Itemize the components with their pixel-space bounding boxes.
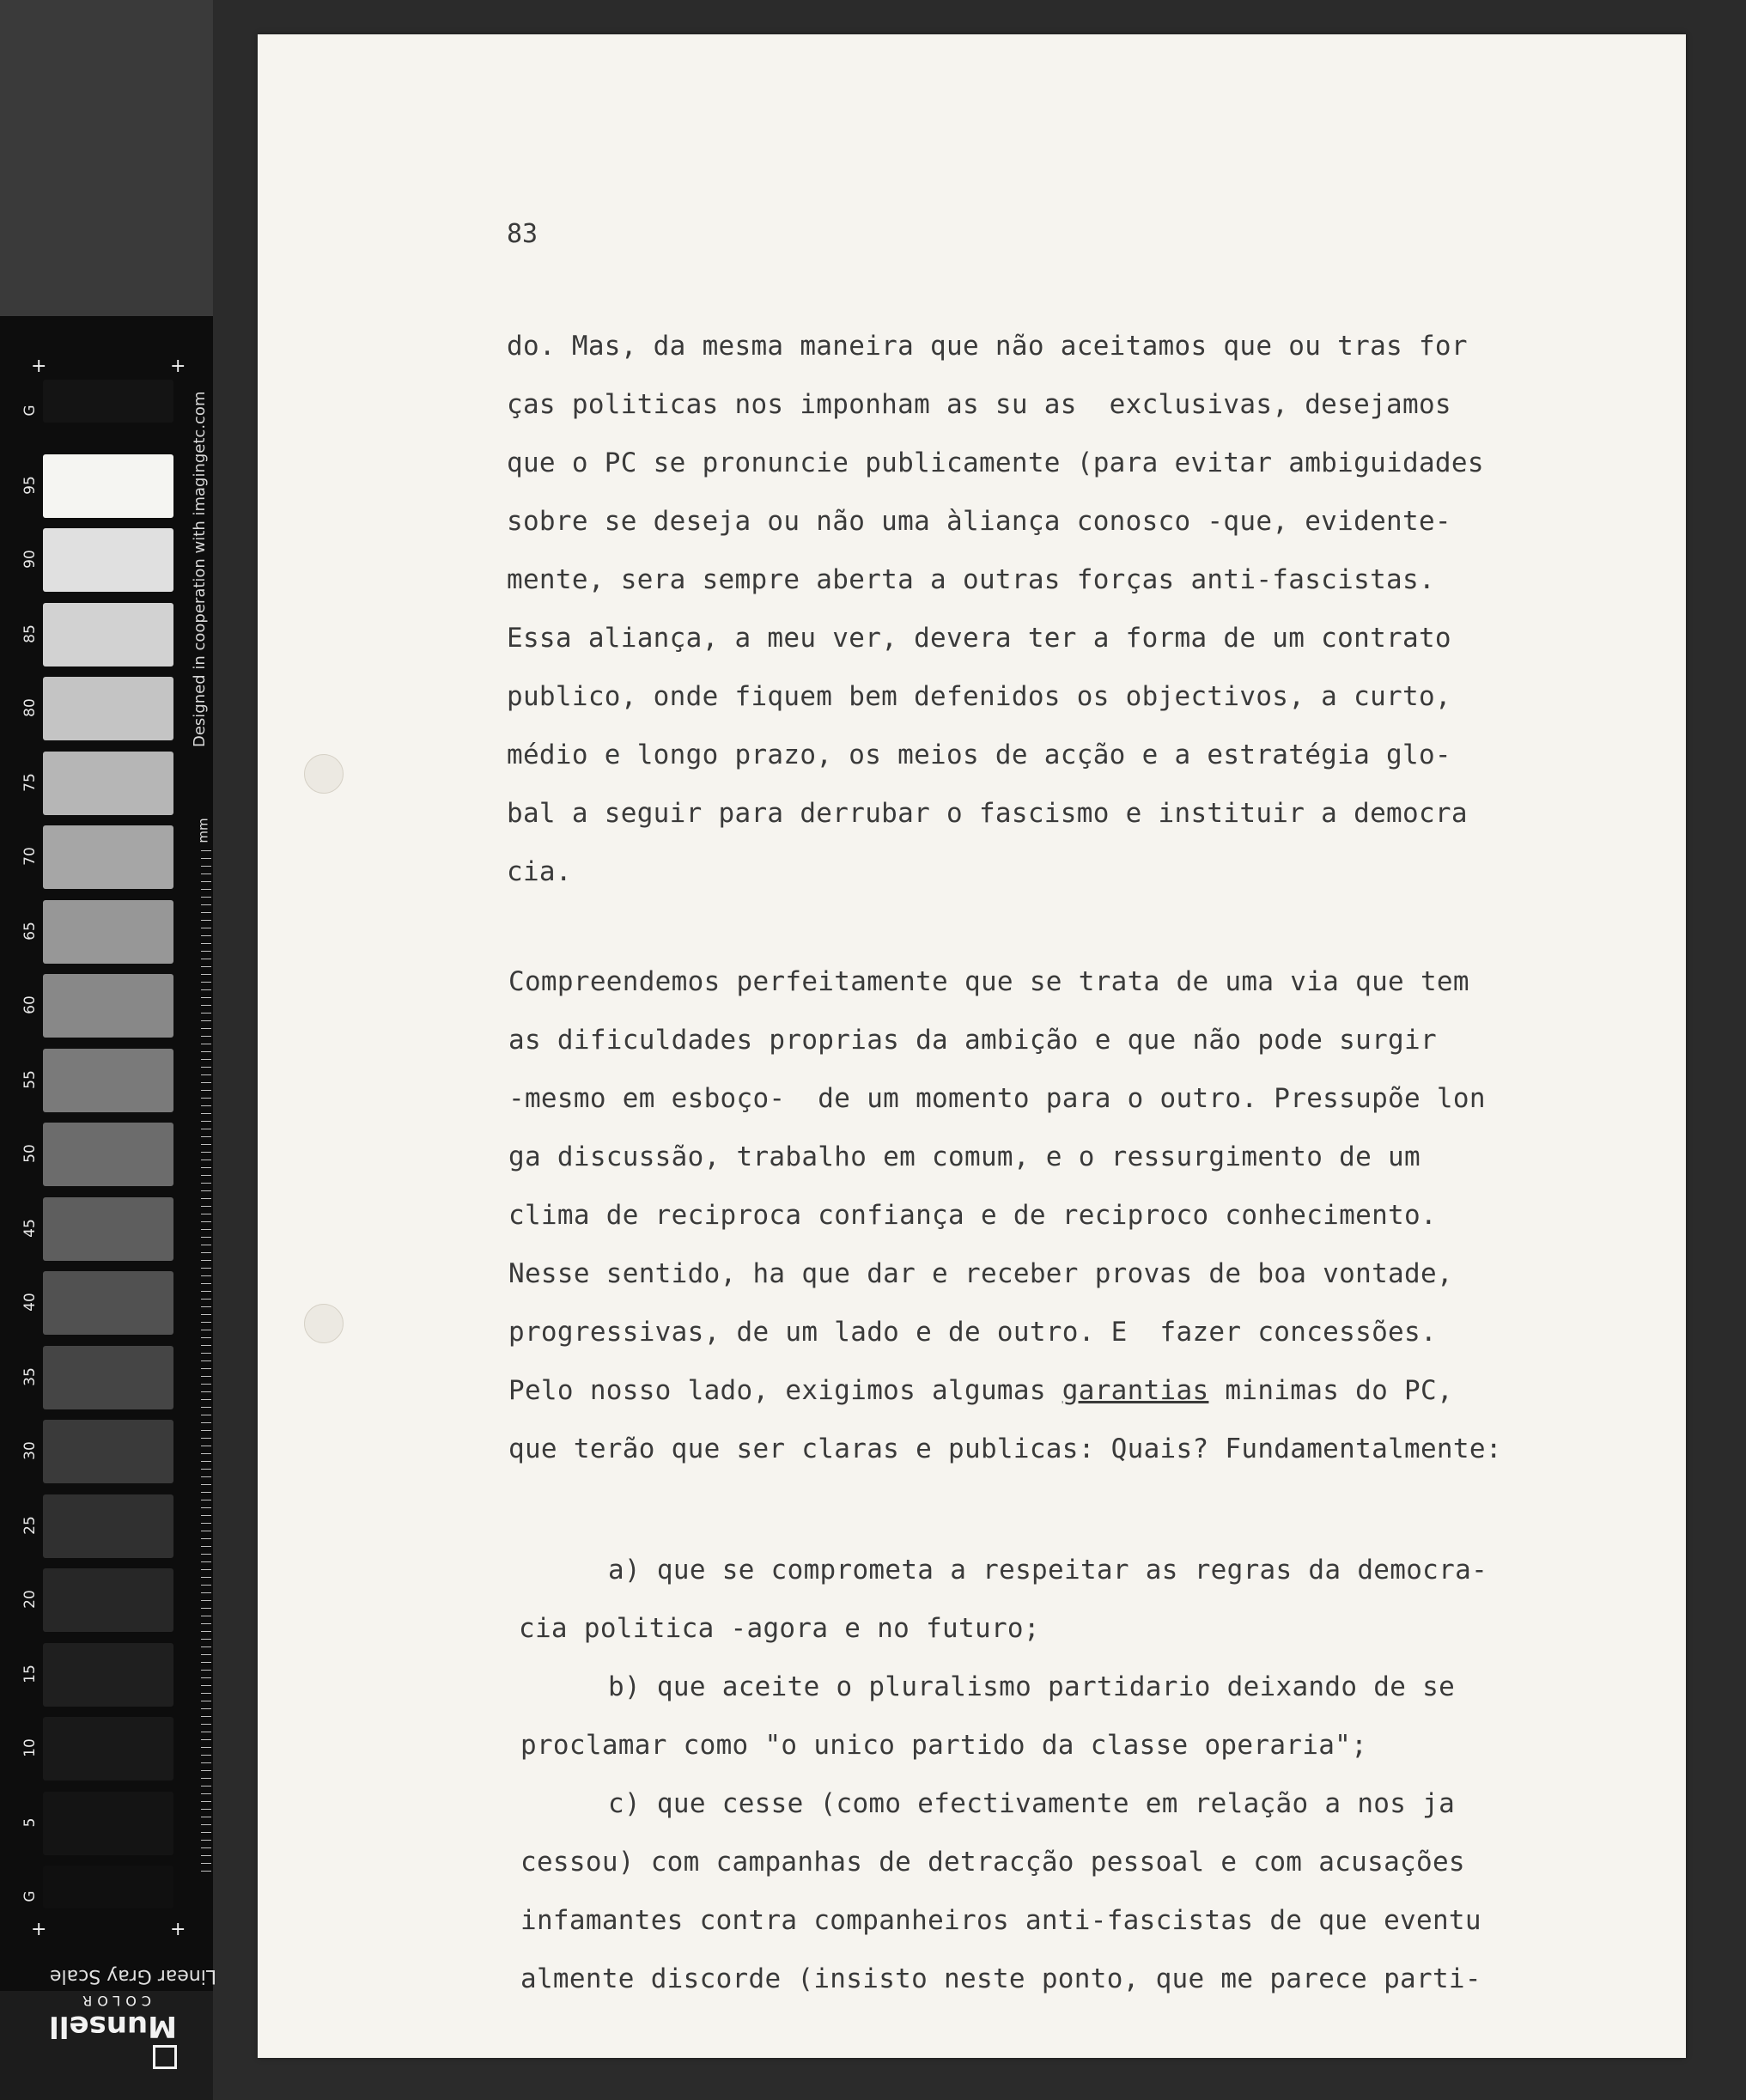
text-line: Pelo nosso lado, exigimos algumas garantias minimas do PC,	[508, 1375, 1453, 1406]
gray-patch	[43, 528, 173, 592]
text-line: proclamar como "o unico partido da classe operaria";	[520, 1730, 1368, 1761]
patch-number: 15	[21, 1664, 39, 1683]
text-line: -mesmo em esboço- de um momento para o outro. Pressupõe lon	[508, 1083, 1486, 1114]
text-line: ga discussão, trabalho em comum, e o ressurgimento de um	[508, 1141, 1421, 1172]
gray-patch	[43, 752, 173, 815]
mm-ruler	[201, 850, 211, 1872]
patch-number: 20	[21, 1590, 39, 1609]
patch-number: 85	[21, 624, 39, 643]
text-line: Nesse sentido, ha que dar e receber provas de boa vontade,	[508, 1258, 1453, 1289]
patch-number: 60	[21, 995, 39, 1014]
patch-number: 95	[21, 475, 39, 495]
gray-patch	[43, 825, 173, 889]
gray-patch	[43, 677, 173, 740]
gray-patch	[43, 1568, 173, 1632]
patch-number: G	[21, 405, 39, 417]
punch-hole	[304, 1304, 344, 1343]
text-line: almente discorde (insisto neste ponto, que me parece parti-	[520, 1963, 1481, 1994]
text-line: c) que cesse (como efectivamente em relação a nos ja	[608, 1788, 1456, 1819]
registration-mark-icon: +	[170, 1919, 186, 1940]
gray-patch	[43, 1717, 173, 1780]
patch-number: 30	[21, 1441, 39, 1460]
document-page	[258, 34, 1686, 2058]
text-line: que o PC se pronuncie publicamente (para evitar ambiguidades	[507, 447, 1484, 478]
text-line: médio e longo prazo, os meios de acção e a estratégia glo-	[507, 740, 1451, 770]
munsell-logo	[48, 1993, 177, 2069]
gray-patch	[43, 1346, 173, 1409]
text-line: cia.	[507, 856, 572, 887]
gray-patch	[43, 1123, 173, 1186]
text-line: a) que se comprometa a respeitar as regras da democra-	[608, 1555, 1488, 1586]
patch-number: G	[21, 1890, 39, 1902]
gray-patch	[43, 900, 173, 964]
brand-sub: COLOR	[77, 1993, 151, 2009]
punch-hole	[304, 754, 344, 794]
ruler-unit-label: mm	[195, 818, 211, 843]
color-checker-strip	[0, 0, 217, 2100]
underlined-word: garantias	[1062, 1375, 1209, 1406]
strip-top-area	[0, 0, 213, 316]
patch-number: 80	[21, 698, 39, 717]
patch-number: 5	[21, 1817, 39, 1827]
text-line: do. Mas, da mesma maneira que não aceitamos que ou tras for	[507, 331, 1468, 362]
text-line: as dificuldades proprias da ambição e que não pode surgir	[508, 1025, 1437, 1056]
text-line: cia politica -agora e no futuro;	[519, 1613, 1040, 1644]
patch-number: 75	[21, 772, 39, 792]
text-line: mente, sera sempre aberta a outras forças anti-fascistas.	[507, 564, 1435, 595]
text-line: bal a seguir para derrubar o fascismo e instituir a democra	[507, 798, 1468, 829]
gray-patch	[43, 454, 173, 518]
gray-patch	[43, 380, 173, 423]
patch-number: 50	[21, 1144, 39, 1163]
munsell-square-icon	[153, 2045, 177, 2069]
patch-number: 10	[21, 1738, 39, 1757]
gray-patch	[43, 1494, 173, 1558]
text-line: ças politicas nos imponham as su as exclusivas, desejamos	[507, 389, 1451, 420]
text-line: b) que aceite o pluralismo partidario deixando de se	[608, 1671, 1456, 1702]
text-line: que terão que ser claras e publicas: Quais? Fundamentalmente:	[508, 1433, 1502, 1464]
text-line: infamantes contra companheiros anti-fascistas de que eventu	[520, 1905, 1481, 1936]
registration-mark-icon: +	[31, 356, 47, 377]
text-line: Essa aliança, a meu ver, devera ter a forma de um contrato	[507, 623, 1451, 654]
text-line: progressivas, de um lado e de outro. E fazer concessões.	[508, 1317, 1437, 1348]
patch-number: 35	[21, 1367, 39, 1386]
gray-patch	[43, 1049, 173, 1112]
text-line: publico, onde fiquem bem defenidos os objectivos, a curto,	[507, 681, 1451, 712]
gray-patch	[43, 1792, 173, 1855]
text-line: clima de reciproca confiança e de reciproco conhecimento.	[508, 1200, 1453, 1231]
text-line: sobre se deseja ou não uma àliança conosco -que, evidente-	[507, 506, 1451, 537]
gray-patch	[43, 1643, 173, 1707]
patch-number: 25	[21, 1515, 39, 1535]
credit-text: Designed in cooperation with imagingetc.com	[191, 391, 209, 747]
gray-patch	[43, 1271, 173, 1335]
patch-number: 70	[21, 847, 39, 866]
patch-number: 65	[21, 921, 39, 940]
page-number: 83	[507, 219, 538, 249]
registration-mark-icon: +	[170, 356, 186, 377]
gray-patch	[43, 1866, 173, 1908]
text-line: Compreendemos perfeitamente que se trata de uma via que tem	[508, 966, 1469, 997]
patch-number: 90	[21, 550, 39, 569]
scale-label: Linear Gray Scale	[50, 1965, 217, 1987]
registration-mark-icon: +	[31, 1919, 47, 1940]
patch-number: 55	[21, 1069, 39, 1089]
patch-number: 40	[21, 1293, 39, 1312]
gray-patch	[43, 1420, 173, 1483]
gray-patch	[43, 974, 173, 1038]
brand-name: Munsell	[49, 2009, 177, 2043]
gray-patch	[43, 1197, 173, 1261]
gray-patch	[43, 603, 173, 667]
text-line: cessou) com campanhas de detracção pessoal e com acusações	[520, 1847, 1465, 1878]
patch-number: 45	[21, 1218, 39, 1238]
